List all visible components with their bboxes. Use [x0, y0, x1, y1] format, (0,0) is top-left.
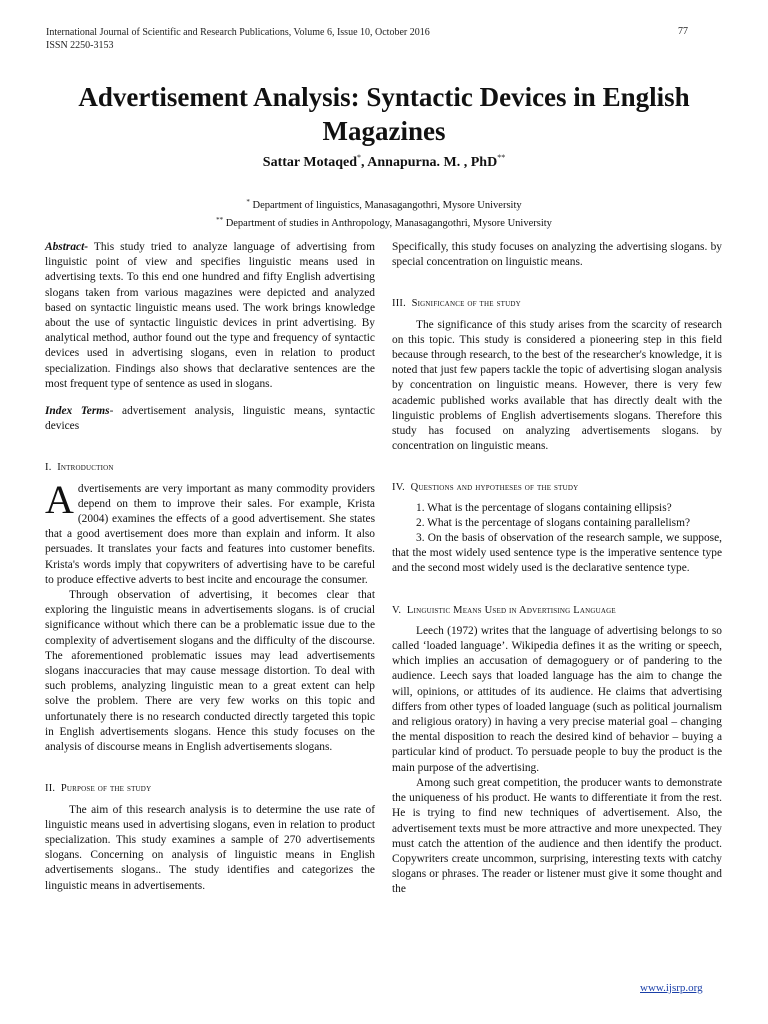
abstract-label: Abstract- [45, 241, 89, 253]
author-mark: ** [497, 153, 506, 162]
section-heading-introduction [45, 460, 375, 475]
question-2: 2. What is the percentage of slogans containing parallelism? [416, 516, 691, 529]
linguistic-paragraph-2: Among such great competition, the producer wants to demonstrate the uniqueness of his product. He wants to differentiate it from the rest. He is trying to find new techniques of advertisement. Also, the advertisement texts must be more attractive and more unexpected. They must catch the attention of the audience and then identify the product. Copywriters create uncommon, surprising, interesting texts with catchy slogans or phrases. The reader or listener must give it some thought and the [392, 776, 722, 896]
page-number: 77 [678, 26, 688, 37]
section-number: IV. [392, 482, 405, 494]
section-title: Questions and hypotheses of the study [410, 482, 579, 494]
index-terms [45, 404, 375, 434]
right-column [392, 240, 722, 898]
purpose-paragraph: The aim of this research analysis is to determine the use rate of linguistic means used in advertising slogans, even in relation to product specialization. This study examines a sample of 270 advertisements slogans. Concerning on analysis of linguistic means in English advertisements slogans.. The study identifies and categorizes the linguistic means in advertisements. [45, 803, 375, 892]
paragraph-text: dvertisements are very important as many commodity providers depend on them to improve their sales. For example, Krista (2004) examines the effects of a good advertisement. She states that a good avertisement does more than explain and inform. It also persuades. It translates your facts and features into customer benefits. Krista's words imply that copywriters of advertising have to be careful to produce effective adverts to best incite and encourage the consumer. [45, 482, 375, 586]
section-number: II. [45, 783, 56, 795]
drop-cap: A [45, 476, 74, 522]
author-name: , Annapurna. M. , PhD [361, 155, 498, 170]
affiliations [0, 195, 768, 231]
left-column [45, 240, 375, 894]
journal-header [46, 26, 430, 52]
index-terms-text: - advertisement analysis, linguistic means, syntactic devices [45, 405, 375, 433]
paper-title: Advertisement Analysis: Syntactic Devices in English Magazines [78, 82, 690, 146]
affiliation-mark: * [246, 198, 250, 206]
affiliation [0, 213, 768, 231]
journal-citation: International Journal of Scientific and Research Publications, Volume 6, Issue 10, October 2016 [46, 27, 430, 38]
affiliation [0, 195, 768, 213]
author-line [0, 153, 768, 171]
section-title: Purpose of the study [60, 783, 152, 795]
question-3: 3. On the basis of observation of the research sample, we suppose, that the most widely used sentence type is the imperative sentence type and the second most widely used is the declarative sentence type. [392, 532, 722, 575]
section-title: Significance of the study [411, 298, 521, 310]
significance-paragraph: The significance of this study arises from the scarcity of research on this topic. This study is considered a pioneering step in this field because through research, to the best of the researcher's knowledge, it is noted that just few papers tackle the topic of advertising slogan analysis by concentration on linguistic means. However, there is very few academic published works available that has directly dealt with the linguistic problems of English advertisements slogans. Therefore this study has focused on analyzing advertisements slogans. by concentration on linguistic means. [392, 318, 722, 453]
linguistic-paragraph-1: Leech (1972) writes that the language of advertising belongs to so called ‘loaded language’. Wikipedia defines it as the writing or speech, which implies an accusation of demagoguery or of pandering to the audience. Leech says that loaded language has the aim to change the will, opinions, or attitudes of its audience. He claims that advertising differs from other types of loaded language (such as political journalism and religious oratory) in having a very precise material goal – changing the mental disposition to reach the desired kind of behavior – buying a particular kind of product. To persuade people to buy the product is the main purpose of the advertising. [392, 624, 722, 774]
question-1: 1. What is the percentage of slogans containing ellipsis? [416, 501, 672, 514]
author-name: Sattar Motaqed [262, 155, 358, 170]
section-title: Linguistic Means Used in Advertising Language [406, 604, 616, 616]
section-heading-significance [392, 296, 722, 311]
index-terms-label: Index Terms [45, 405, 110, 418]
section-title: Introduction [57, 462, 114, 474]
affiliation-mark: ** [216, 216, 224, 224]
section-heading-questions [392, 480, 722, 495]
section-heading-linguistic-means [392, 603, 722, 618]
continued-paragraph: Specifically, this study focuses on analyzing the advertising slogans. by special concentration on linguistic means. [392, 241, 722, 269]
section-number: III. [392, 298, 406, 310]
section-number: I. [45, 462, 52, 474]
issn: ISSN 2250-3153 [46, 40, 114, 51]
affiliation-text: Department of studies in Anthropology, Manasagangothri, Mysore University [225, 218, 552, 229]
intro-paragraph-1 [45, 476, 375, 588]
abstract-text: This study tried to analyze language of advertising from linguistic point of view and specifies linguistic means used in advertising texts. To this end one hundred and fifty English advertising slogans taken from various magazines were depicted and analyzed based on syntactic linguistic means used. The work brings knowledge about the use of syntactic linguistic devices in print advertising. By analytical method, author found out the type and frequency of syntactic devices used in advertising slogans, even in relation to product specialization. Findings also shows that declarative sentences are the most frequent type of sentence as used in slogans. [45, 241, 375, 390]
section-number: V. [392, 604, 402, 616]
affiliation-text: Department of linguistics, Manasagangothri, Mysore University [252, 200, 522, 211]
abstract [45, 240, 375, 392]
section-heading-purpose [45, 781, 375, 796]
journal-website-link[interactable]: www.ijsrp.org [640, 982, 703, 994]
author-mark: * [357, 153, 362, 162]
intro-paragraph-2: Through observation of advertising, it becomes clear that exploring the linguistic means in advertisements slogans. is of crucial significance without which there can be a problematic issue due to the complexity of advertisement slogans and the difficulty of the discourse. The aforementioned problematic issues may lead advertisements slogans inaccuracies that may cause message distortion. To deal with such problems, analyzing linguistic mean to a great extent can help solve the problem. There are very few works on this topic and unfortunately there is no research conducted directly targeted this topic in English advertisements slogans. Hence this study focuses on the analysis of discourse means in English advertisements slogans. [45, 589, 375, 754]
